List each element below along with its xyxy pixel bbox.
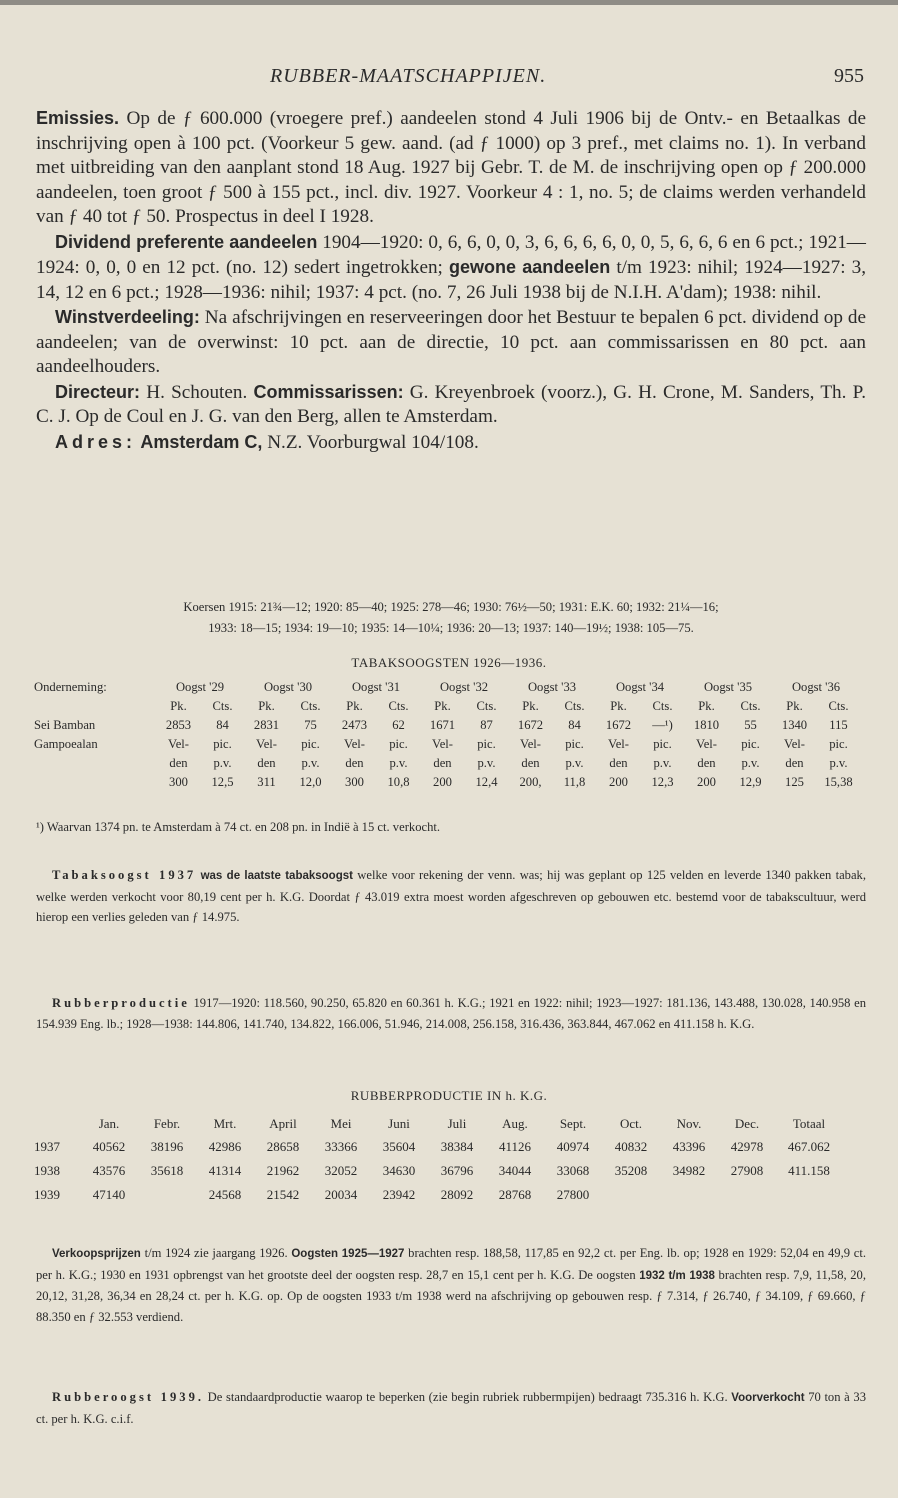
tabak-cell-pk: 125 (785, 775, 804, 789)
tabak-cell-cts: pic. (653, 737, 672, 751)
tabak-cell-cts: p.v. (301, 756, 320, 770)
tabak-cell-pk: 1340 (781, 718, 808, 732)
rubber-row (34, 1183, 842, 1207)
rubber-table-caption: RUBBERPRODUCTIE IN h. K.G. (350, 1088, 548, 1103)
tabak-cell-pk: 200 (609, 775, 628, 789)
tabak-cell-pk: den (697, 756, 716, 770)
verkoop-text-3: brachten resp. 7,9, 11,58, 20, 20,12, 31,28, 36,34 en 28,24 ct. per h. K.G. op. Op de oogsten 1933 t/m 1938 werd na afschrijving op gebouwen resp. ƒ 7.314, ƒ 26.740, ƒ 34.109, ƒ 69.660, ƒ 88.350 en ƒ 32.553 verdiend. (36, 1267, 866, 1324)
rubber-cell: 36796 (440, 1163, 474, 1178)
page-header (0, 65, 898, 91)
rubber-header-row (34, 1113, 842, 1135)
verkoop-paragraph (36, 1243, 866, 1327)
tabak-unit-pk: Pk. (434, 699, 451, 713)
tabak-cell-cts: pic. (565, 737, 584, 751)
voorverkocht-label: Voorverkocht (731, 1392, 805, 1404)
tabak-cell-cts: 11,8 (563, 775, 586, 789)
winstverdeeling-paragraph (36, 305, 866, 380)
tabak-cell-cts: pic. (213, 737, 232, 751)
rubber-col-header: Juli (447, 1116, 467, 1131)
tabak-col-header: Oogst '30 (263, 680, 313, 694)
tabak-col-header: Oogst '36 (791, 680, 841, 694)
tabak-cell-cts: p.v. (213, 756, 232, 770)
directeur-paragraph (36, 380, 866, 430)
tabak-col-header: Oogst '32 (439, 680, 489, 694)
tabak-cell-pk: den (257, 756, 276, 770)
rubber-col-header: Totaal (792, 1116, 826, 1131)
tabak-cell-pk: 1671 (429, 718, 456, 732)
tabak-cell-cts: p.v. (741, 756, 760, 770)
rubber-cell: 467.062 (787, 1139, 831, 1154)
tabak-cell-pk: Vel- (168, 737, 189, 751)
tabak-cell-pk: den (169, 756, 188, 770)
rubber-cell: 38196 (150, 1139, 184, 1154)
rubber-cell: 28768 (498, 1187, 532, 1202)
rubber-col-header: Sept. (559, 1116, 587, 1131)
tabak-row (34, 754, 860, 773)
tabak-cell-pk: den (521, 756, 540, 770)
tabak-cell-cts: —¹) (652, 718, 673, 732)
tabak-cell-cts: 12,5 (211, 775, 234, 789)
tabak-cell-pk: Vel- (608, 737, 629, 751)
tabak-cell-cts: 10,8 (387, 775, 410, 789)
running-title: RUBBER-MAATSCHAPPIJEN. (270, 65, 547, 87)
tabak-cell-cts: 84 (568, 718, 581, 732)
rubber-cell (660, 1183, 718, 1207)
rubberproductie-block (36, 993, 866, 1034)
tabak-cell-cts: 15,38 (824, 775, 853, 789)
rubberoogst-text-2: 70 ton à 33 ct. per h. K.G. c.i.f. (36, 1390, 866, 1426)
dividend-paragraph (36, 230, 866, 306)
rubber-cell: 21542 (266, 1187, 300, 1202)
tabak-cell-pk: den (345, 756, 364, 770)
emissies-label: Emissies. (36, 108, 120, 128)
rubber-cell (718, 1183, 776, 1207)
rubber-cell: 28092 (440, 1187, 474, 1202)
tabak-cell-pk: Vel- (256, 737, 277, 751)
rubber-cell: 23942 (382, 1187, 416, 1202)
rubber-cell: 21962 (266, 1163, 300, 1178)
dividend-text: 1904—1920: 0, 6, 6, 0, 0, 3, 6, 6, 6, 6, 0, 0, 5, 6, 6, 6 en 6 pct.; 1921—1924: 0, 0, 0 en 12 pct. (no. 12) sedert ingetrokken; (36, 231, 866, 278)
directeur-label: Directeur: (55, 381, 141, 402)
rubber-cell (776, 1183, 842, 1207)
rubber-cell: 47140 (92, 1187, 126, 1202)
tabak-col-header: Oogst '33 (527, 680, 577, 694)
oogsten-label: Oogsten 1925—1927 (291, 1248, 405, 1260)
tabak-cell-pk: 311 (257, 775, 276, 789)
tabak-cell-pk: 200 (697, 775, 716, 789)
winst-text: Na afschrijvingen en reserveeringen door het Bestuur te bepalen 6 pct. dividend op de aandeelen; van de overwinst: 10 pct. aan de directie, 10 pct. aan commissarissen en 80 pct. aan aandeelhouders. (36, 307, 866, 377)
tabaksoogst-block (36, 865, 866, 928)
tabak-cell-pk: Vel- (696, 737, 717, 751)
tabak-cell-cts: pic. (389, 737, 408, 751)
tabak-table-wrap (34, 678, 860, 792)
rubber-cell: 27800 (556, 1187, 590, 1202)
dividend-label: Dividend preferente aandeelen (55, 231, 318, 252)
tabak-cell-pk: den (433, 756, 452, 770)
tabak-unit-cts: Cts. (740, 699, 761, 713)
rubberoogst-block (36, 1387, 866, 1429)
tabak-cell-pk: 2831 (253, 718, 280, 732)
rubberproductie-label: Rubberproductie (52, 996, 190, 1010)
rubber-cell: 20034 (324, 1187, 358, 1202)
koersen-block (36, 597, 866, 638)
tabak-cell-cts: 12,3 (651, 775, 674, 789)
tabaksoogst-label: Tabaksoogst 1937 (52, 868, 197, 882)
tabak-unit-cts: Cts. (476, 699, 497, 713)
rubber-cell: 42978 (730, 1139, 764, 1154)
tabak-cell-pk: 1672 (517, 718, 544, 732)
verkoop-label: Verkoopsprijzen (52, 1248, 141, 1260)
tabak-cell-pk: Vel- (432, 737, 453, 751)
rubber-cell: 40832 (614, 1139, 648, 1154)
tabak-cell-cts: p.v. (389, 756, 408, 770)
rubber-cell (138, 1183, 196, 1207)
rubberoogst-text-1: De standaardproductie waarop te beperken (zie begin rubriek rubbermpijen) bedraagt 735.316 h. K.G. (204, 1390, 732, 1404)
tabak-cell-cts: p.v. (565, 756, 584, 770)
tabak-unit-pk: Pk. (522, 699, 539, 713)
tabak-cell-pk: 200 (433, 775, 452, 789)
verkoop-text-1: t/m 1924 zie jaargang 1926. (140, 1246, 292, 1260)
rubber-table-wrap (34, 1113, 842, 1207)
tabak-col-header: Oogst '34 (615, 680, 665, 694)
rubber-year: 1937 (34, 1139, 60, 1154)
rubber-cell: 41314 (208, 1163, 242, 1178)
tabak-row (34, 773, 860, 792)
tabak-cell-pk: 300 (345, 775, 364, 789)
rubber-col-header: Mei (330, 1116, 352, 1131)
tabak-cell-pk: Vel- (784, 737, 805, 751)
rubber-row (34, 1135, 842, 1159)
tabak-unit-pk: Pk. (786, 699, 803, 713)
rubber-col-header: Dec. (734, 1116, 760, 1131)
tabak-unit-pk: Pk. (610, 699, 627, 713)
rubber-cell: 35618 (150, 1163, 184, 1178)
tabak-row-name: Gampoealan (34, 737, 98, 751)
verkoop-text-2: brachten resp. 188,58, 117,85 en 92,2 ct. per Eng. lb. op; 1928 en 1929: 52,04 en 49,9 ct. per h. K.G.; 1930 en 1931 opbrengst van het grootste deel der oogsten resp. 28,7 en 15,1 cent per h. K.G. De oogsten (36, 1246, 867, 1282)
commissarissen-text: G. Kreyenbroek (voorz.), G. H. Crone, M. Sanders, Th. P. C. J. Op de Coul en J. G. van den Berg, allen te Amsterdam. (36, 381, 866, 427)
tabak-cell-pk: Vel- (520, 737, 541, 751)
rubber-col-header: Oct. (619, 1116, 643, 1131)
rubber-cell: 40562 (92, 1139, 126, 1154)
rubber-row (34, 1159, 842, 1183)
rubber-cell: 33068 (556, 1163, 590, 1178)
tabaksoogst-bold: was de laatste tabaksoogst (196, 870, 353, 882)
koersen-line-1: Koersen 1915: 21¾—12; 1920: 85—40; 1925: 278—46; 1930: 76½—50; 1931: E.K. 60; 1932: 21¼—16; (183, 600, 719, 614)
page-number: 955 (834, 65, 864, 87)
rubber-year: 1939 (34, 1187, 60, 1202)
tabak-unit-row (34, 697, 860, 716)
rubber-cell: 34630 (382, 1163, 416, 1178)
rubber-cell: 43396 (672, 1139, 706, 1154)
tabak-cell-pk: 2853 (165, 718, 192, 732)
tabak-row-name (34, 754, 156, 773)
rubber-table (34, 1113, 842, 1207)
rubber-col-header: Febr. (153, 1116, 181, 1131)
directeur-text: H. Schouten. (140, 381, 254, 403)
rubber-cell: 411.158 (788, 1163, 830, 1178)
rubber-cell: 27908 (730, 1163, 764, 1178)
tabak-cell-cts: 62 (392, 718, 405, 732)
tabak-unit-pk: Pk. (698, 699, 715, 713)
rubber-col-header: Jan. (98, 1116, 120, 1131)
gewone-text: t/m 1923: nihil; 1924—1927: 3, 14, 12 en 6 pct.; 1928—1936: nihil; 1937: 4 pct. (no. 7, 26 Juli 1938 bij de N.I.H. A'dam); 1938: nihil. (36, 257, 866, 303)
tabak-cell-cts: p.v. (477, 756, 496, 770)
tabak-cell-pk: 1810 (693, 718, 720, 732)
tabak-row (34, 735, 860, 754)
tabak-col-header: Oogst '29 (175, 680, 225, 694)
tabak-col-header: Oogst '35 (703, 680, 753, 694)
tabak-row-name: Sei Bamban (34, 718, 96, 732)
rubber-cell: 34982 (672, 1163, 706, 1178)
rubber-cell: 41126 (498, 1139, 532, 1154)
rubber-col-header: Aug. (502, 1116, 528, 1131)
tabak-unit-pk: Pk. (170, 699, 187, 713)
adres-city: Amsterdam C, (136, 431, 263, 452)
tabak-cell-cts: 75 (304, 718, 317, 732)
rubber-cell: 32052 (324, 1163, 358, 1178)
tabak-cell-pk: 1672 (605, 718, 632, 732)
rubber-cell: 43576 (92, 1163, 126, 1178)
tabak-unit-cts: Cts. (564, 699, 585, 713)
tabak-unit-cts: Cts. (212, 699, 233, 713)
rubberproductie-paragraph (36, 993, 866, 1034)
tabak-unit-cts: Cts. (300, 699, 321, 713)
rubber-cell: 24568 (208, 1187, 242, 1202)
emissies-paragraph (36, 106, 866, 230)
tabak-cell-pk: 300 (169, 775, 188, 789)
tabak-corner-label: Onderneming: (34, 680, 107, 694)
tabak-cell-pk: den (785, 756, 804, 770)
rubber-cell: 40974 (556, 1139, 590, 1154)
tabak-table-caption: TABAKSOOGSTEN 1926—1936. (351, 655, 547, 670)
rubberproductie-text: 1917—1920: 118.560, 90.250, 65.820 en 60.361 h. K.G.; 1921 en 1922: nihil; 1923—1927: 181.136, 143.488, 130.028, 140.958 en 154.939 Eng. lb.; 1928—1938: 144.806, 141.740, 134.822, 166.006, 51.946, 214.008, 256.158, 316.436, 363.844, 467.062 en 411.158 h. K.G. (36, 996, 866, 1031)
verkoop-block (36, 1243, 866, 1327)
rubber-cell: 42986 (208, 1139, 242, 1154)
tabak-unit-pk: Pk. (346, 699, 363, 713)
rubber-cell: 28658 (266, 1139, 300, 1154)
rubberoogst-label: Rubberoogst 1939. (52, 1390, 205, 1404)
rubberoogst-paragraph (36, 1387, 866, 1429)
tabak-footnote: ¹) Waarvan 1374 pn. te Amsterdam à 74 ct. en 208 pn. in Indië à 15 ct. verkocht. (36, 820, 441, 834)
rubber-col-header: April (269, 1116, 297, 1131)
rubber-cell: 33366 (324, 1139, 358, 1154)
tabak-unit-pk: Pk. (258, 699, 275, 713)
adres-label: Adres: (55, 431, 137, 452)
tabak-cell-cts: 12,0 (299, 775, 322, 789)
tabaksoogst-paragraph (36, 865, 866, 928)
rubber-cell: 34044 (498, 1163, 532, 1178)
rubber-cell: 35208 (614, 1163, 648, 1178)
tabak-cell-cts: 55 (744, 718, 757, 732)
rubber-col-header: Juni (388, 1116, 410, 1131)
tabak-cell-cts: pic. (477, 737, 496, 751)
tabak-cell-cts: p.v. (829, 756, 848, 770)
tabak-cell-pk: Vel- (344, 737, 365, 751)
winst-label: Winstverdeeling: (55, 307, 200, 327)
tabak-table (34, 678, 860, 792)
tabak-cell-pk: 200, (519, 775, 542, 789)
tabak-row (34, 716, 860, 735)
tabak-row-name (34, 773, 156, 792)
rubber-cell: 35604 (382, 1139, 416, 1154)
tabak-cell-cts: 12,4 (475, 775, 498, 789)
tabak-unit-cts: Cts. (652, 699, 673, 713)
oogsten-range-label: 1932 t/m 1938 (639, 1269, 715, 1282)
main-text (36, 106, 866, 455)
rubber-col-header: Mrt. (213, 1116, 237, 1131)
rubber-col-header: Nov. (676, 1116, 702, 1131)
rubber-cell (602, 1183, 660, 1207)
tabak-cell-cts: p.v. (653, 756, 672, 770)
top-border (0, 0, 898, 5)
tabak-col-header: Oogst '31 (351, 680, 401, 694)
rubber-corner (34, 1113, 80, 1135)
tabak-cell-cts: 87 (480, 718, 493, 732)
commissarissen-label: Commissarissen: (253, 381, 404, 402)
tabak-unit-blank (34, 697, 156, 716)
rubber-cell: 38384 (440, 1139, 474, 1154)
adres-paragraph (36, 430, 866, 456)
rubber-year: 1938 (34, 1163, 60, 1178)
tabak-cell-cts: 12,9 (739, 775, 762, 789)
tabak-header-row (34, 678, 860, 697)
tabak-cell-cts: 84 (216, 718, 229, 732)
tabak-cell-pk: 2473 (341, 718, 368, 732)
tabak-unit-cts: Cts. (828, 699, 849, 713)
tabak-unit-cts: Cts. (388, 699, 409, 713)
adres-text: N.Z. Voorburgwal 104/108. (262, 431, 479, 453)
tabak-cell-cts: 115 (829, 718, 848, 732)
tabaksoogst-text: welke voor rekening der venn. was; hij was geplant op 125 velden en leverde 1340 pakken tabak, welke werden verkocht voor 80,19 cent per h. K.G. Doordat ƒ 43.019 extra moest worden afgeschreven op gebouwen etc. bestemd voor de tabakscultuur, werd hierop een verlies geleden van ƒ 14.975. (36, 868, 867, 924)
tabak-cell-cts: pic. (741, 737, 760, 751)
tabak-cell-cts: pic. (301, 737, 320, 751)
tabak-cell-pk: den (609, 756, 628, 770)
emissies-text: Op de ƒ 600.000 (vroegere pref.) aandeelen stond 4 Juli 1906 bij de Ontv.- en Betaalkas de inschrijving open à 100 pct. (Voorkeur 5 gew. aand. (ad ƒ 1000) op 3 pref., met claims no. 1). In verband met uitbreiding van den aanplant stond 18 Aug. 1927 bij Gebr. T. de M. de inschrijving open op ƒ 200.000 aandeelen, toen groot ƒ 500 à 155 pct., incl. div. 1927. Voorkeur 4 : 1, no. 5; de claims werden verhandeld van ƒ 40 tot ƒ 50. Prospectus in deel I 1928. (36, 108, 866, 227)
gewone-label: gewone aandeelen (448, 257, 611, 277)
koersen-line-2: 1933: 18—15; 1934: 19—10; 1935: 14—10¼; 1936: 20—13; 1937: 140—19½; 1938: 105—75. (208, 620, 694, 635)
tabak-cell-cts: pic. (829, 737, 848, 751)
